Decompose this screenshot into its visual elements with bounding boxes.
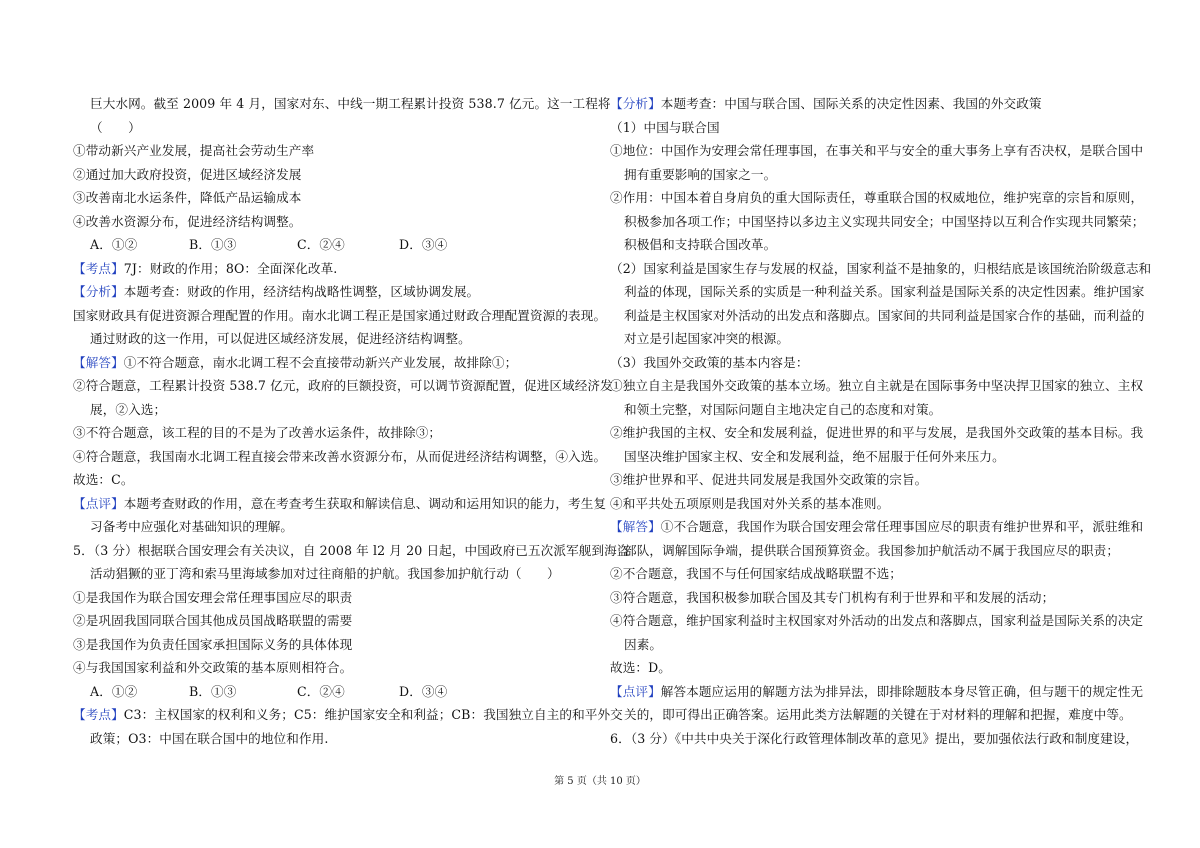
line-text: 积极参加各项工作；中国坚持以多边主义实现共同安全；中国坚持以互利合作实现共同繁荣；	[624, 213, 1145, 229]
section-tag: 【解答】	[73, 354, 124, 370]
text-line	[610, 492, 1130, 516]
line-text: 因素。	[624, 636, 663, 652]
text-line	[73, 351, 591, 375]
text-line	[610, 92, 1130, 116]
text-line	[73, 609, 591, 633]
section-tag: 【分析】	[610, 96, 661, 111]
section-tag: 【考点】	[73, 707, 124, 722]
answer-option: B．①③	[189, 683, 237, 699]
line-text: ③改善南北水运条件，降低产品运输成本	[73, 190, 302, 205]
section-tag: 【解答】	[610, 519, 661, 534]
text-line	[610, 539, 1130, 563]
text-line	[610, 374, 1144, 398]
line-text: 关的，即可得出正确答案。运用此类方法解题的关键在于对材料的理解和把握，难度中等。	[624, 707, 1132, 722]
line-text: ①独立自主是我国外交政策的基本立场。独立自主就是在国际事务中坚决捍卫国家的独立、主权	[610, 378, 1144, 393]
page-footer: 第 5 页（共 10 页）	[554, 776, 646, 787]
text-line	[73, 633, 591, 657]
line-text: ④和平共处五项原则是我国对外关系的基本准则。	[610, 495, 890, 511]
text-line	[610, 398, 1130, 422]
line-text: ①是我国作为联合国安理会常任理事国应尽的职责	[73, 589, 353, 605]
line-text: 展，②入选；	[90, 401, 167, 417]
line-text: 国家财政具有促进资源合理配置的作用。南水北调工程正是国家通过财政合理配置资源的表现。	[73, 307, 607, 323]
text-line	[610, 280, 1145, 304]
text-line	[73, 539, 630, 563]
text-line	[73, 398, 591, 422]
text-line	[73, 468, 591, 492]
line-text: 拥有重要影响的国家之一。	[624, 166, 777, 182]
line-text: ④与我国国家利益和外交政策的基本原则相符合。	[73, 660, 353, 675]
text-line	[73, 163, 591, 187]
line-text: 积极倡和支持联合国改革。	[624, 237, 777, 252]
text-line	[610, 703, 1130, 727]
line-text: ①带动新兴产业发展，提高社会劳动生产率	[73, 143, 315, 158]
text-line	[610, 233, 1130, 257]
answer-option: A．①②	[90, 237, 138, 252]
text-line	[73, 680, 591, 704]
text-line	[610, 304, 1145, 328]
line-text: 部队，调解国际争端，提供联合国预算资金。我国参加护航活动不属于我国应尽的职责；	[624, 542, 1120, 558]
section-tag: 【点评】	[73, 495, 124, 511]
line-text: 通过财政的这一作用，可以促进区域经济发展，促进经济结构调整。	[90, 331, 471, 346]
text-line	[610, 727, 1139, 751]
line-text: 利益是主权国家对外活动的出发点和落脚点。国家间的共同利益是国家合作的基础，而利益的	[624, 307, 1145, 323]
line-text: 5．（3 分）根据联合国安理会有关决议，自 2008 年 l2 月 20 日起，中国政府已五次派军舰到海盗	[73, 542, 630, 558]
line-text: ②是巩固我国同联合国其他成员国战略联盟的需要	[73, 613, 353, 628]
text-line	[610, 609, 1144, 633]
line-text: （3）我国外交政策的基本内容是：	[610, 354, 809, 370]
text-line	[610, 116, 1130, 140]
text-line	[610, 586, 1130, 610]
line-text: 本题考查：中国与联合国、国际关系的决定性因素、我国的外交政策	[660, 96, 1042, 111]
line-text: ②维护我国的主权、安全和发展利益，促进世界的和平与发展，是我国外交政策的基本目标。我	[610, 425, 1144, 440]
text-line	[73, 233, 591, 257]
line-text: ③符合题意，我国积极参加联合国及其专门机构有利于世界和平和发展的活动；	[610, 589, 1055, 605]
line-text: ②不合题意，我国不与任何国家结成战略联盟不选；	[610, 566, 902, 581]
line-text: 本题考查财政的作用，意在考查考生获取和解读信息、调动和运用知识的能力，考生复	[123, 495, 607, 511]
text-line	[73, 445, 607, 469]
text-line	[73, 586, 591, 610]
text-line	[610, 633, 1130, 657]
text-line	[610, 445, 1130, 469]
section-tag: 【点评】	[610, 683, 661, 699]
text-line	[73, 257, 591, 281]
answer-option: C．②④	[297, 683, 345, 699]
section-tag: 【考点】	[73, 260, 124, 276]
answer-option: D．③④	[399, 237, 448, 252]
line-text: ①不合题意，我国作为联合国安理会常任理事国应尽的职责有维护世界和平，派驻维和	[660, 519, 1144, 534]
text-line	[610, 656, 1130, 680]
line-text: 国坚决维护国家主权、安全和发展利益，绝不屈服于任何外来压力。	[624, 448, 1005, 464]
line-text: ②符合题意，工程累计投资 538.7 亿元，政府的巨额投资，可以调节资源配置，促进区域经济发	[73, 378, 613, 393]
line-text: ①不符合题意，南水北调工程不会直接带动新兴产业发展，故排除①；	[123, 354, 518, 370]
text-line	[610, 515, 1144, 539]
line-text: 对立是引起国家冲突的根源。	[624, 331, 790, 346]
text-line	[610, 139, 1144, 163]
line-text: ②通过加大政府投资，促进区域经济发展	[73, 166, 302, 182]
text-line	[610, 327, 1130, 351]
line-text: 故选：D。	[610, 660, 671, 675]
line-text: 解答本题应运用的解题方法为排异法，即排除题肢本身尽管正确，但与题干的规定性无	[660, 683, 1144, 699]
answer-option: D．③④	[399, 683, 448, 699]
text-line	[610, 468, 1130, 492]
text-line	[73, 515, 591, 539]
right-column	[610, 92, 1152, 750]
text-line	[610, 680, 1144, 704]
text-line	[610, 351, 1130, 375]
text-line	[73, 327, 591, 351]
answer-option: A．①②	[90, 683, 138, 699]
line-text: 本题考查：财政的作用，经济结构战略性调整，区域协调发展。	[123, 284, 480, 299]
line-text: 活动猖獗的亚丁湾和索马里海域参加对过往商船的护航。我国参加护航行动（ ）	[90, 566, 560, 581]
line-text: 故选：C。	[73, 472, 134, 487]
text-line	[610, 421, 1144, 445]
line-text: C3：主权国家的权利和义务；C5：维护国家安全和利益；CB：我国独立自主的和平外交	[123, 707, 623, 722]
line-text: 7J：财政的作用；8O：全面深化改革.	[123, 260, 338, 276]
text-line	[610, 163, 1130, 187]
line-text: ④符合题意，维护国家利益时主权国家对外活动的出发点和落脚点，国家利益是国际关系的决定	[610, 613, 1144, 628]
line-text: 利益的体现，国际关系的实质是一种利益关系。国家利益是国际关系的决定性因素。维护国家	[624, 284, 1145, 299]
text-line	[610, 186, 1144, 210]
line-text: （1）中国与联合国	[610, 119, 720, 135]
line-text: ②作用：中国本着自身肩负的重大国际责任，尊重联合国的权威地位，维护宪章的宗旨和原则，	[610, 190, 1144, 205]
text-line	[73, 186, 591, 210]
line-text: 政策；O3：中国在联合国中的地位和作用.	[90, 730, 329, 746]
text-line	[73, 374, 613, 398]
text-line	[73, 280, 591, 304]
line-text: 6．（3 分）《中共中央关于深化行政管理体制改革的意见》提出，要加强依法行政和制度建设，	[610, 730, 1139, 746]
answer-option: C．②④	[297, 237, 345, 252]
text-line	[73, 92, 611, 116]
text-line	[610, 562, 1130, 586]
line-text: ③是我国作为负责任国家承担国际义务的具体体现	[73, 636, 353, 652]
line-text: ④符合题意，我国南水北调工程直接会带来改善水资源分布，从而促进经济结构调整，④入选。	[73, 448, 607, 464]
line-text: ④改善水资源分布，促进经济结构调整。	[73, 213, 302, 229]
text-line	[73, 210, 591, 234]
text-line	[73, 656, 591, 680]
text-line	[610, 210, 1145, 234]
line-text: ③维护世界和平、促进共同发展是我国外交政策的宗旨。	[610, 472, 928, 487]
answer-option: B．①③	[189, 237, 237, 252]
line-text: 习备考中应强化对基础知识的理解。	[90, 519, 294, 534]
left-column	[73, 92, 630, 750]
text-line	[73, 703, 623, 727]
text-line	[73, 492, 607, 516]
text-line	[73, 304, 607, 328]
line-text: ①地位：中国作为安理会常任理事国，在事关和平与安全的重大事务上享有否决权，是联合国中	[610, 143, 1144, 158]
line-text: 巨大水网。截至 2009 年 4 月，国家对东、中线一期工程累计投资 538.7 亿元。这一工程将	[90, 96, 611, 111]
line-text: ③不符合题意，该工程的目的不是为了改善水运条件，故排除③；	[73, 425, 442, 440]
text-line	[73, 116, 591, 140]
line-text: 和领土完整，对国际问题自主地决定自己的态度和对策。	[624, 401, 942, 417]
line-text: （ ）	[90, 119, 141, 135]
text-line	[73, 421, 591, 445]
line-text: （2）国家利益是国家生存与发展的权益，国家利益不是抽象的，归根结底是该国统治阶级意志和	[610, 260, 1152, 276]
text-line	[73, 562, 591, 586]
section-tag: 【分析】	[73, 284, 124, 299]
text-line	[610, 257, 1152, 281]
text-line	[73, 727, 591, 751]
text-line	[73, 139, 591, 163]
